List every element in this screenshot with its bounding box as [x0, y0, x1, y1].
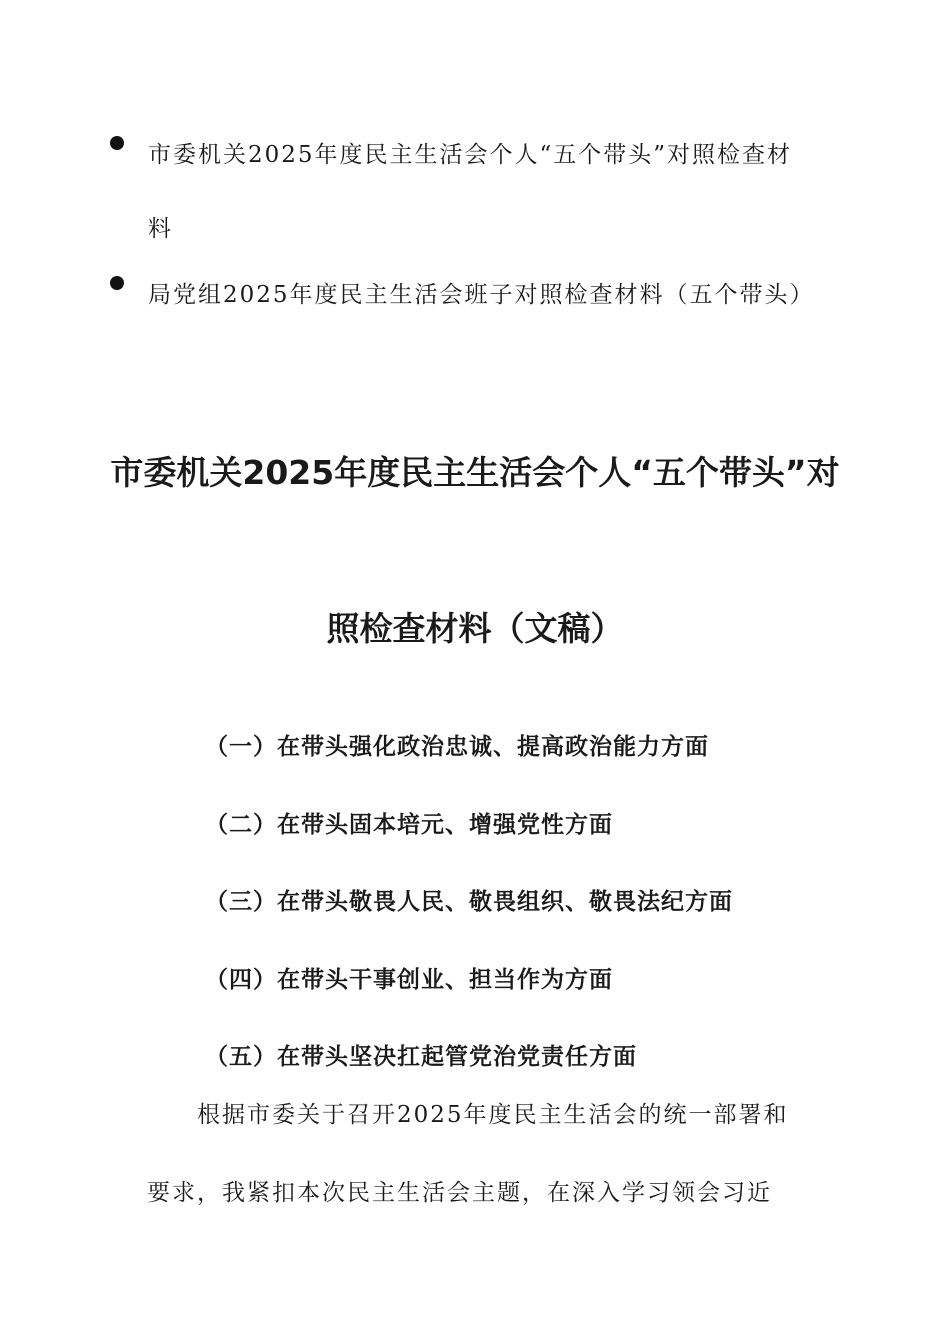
bullet-dot-icon: [110, 136, 124, 150]
list-item-text: 市委机关2025年度民主生活会个人“五个带头”对照检查材料: [148, 142, 793, 242]
list-item-text: 局党组2025年度民主生活会班子对照检查材料（五个带头）: [148, 282, 815, 308]
section-heading: （一）在带头强化政治忠诚、提高政治能力方面: [205, 733, 709, 760]
body-paragraph: 根据市委关于召开2025年度民主生活会的统一部署和要求，我紧扣本次民主生活会主题，在深入学习领会习近: [147, 1102, 789, 1206]
section-heading: （五）在带头坚决扛起管党治党责任方面: [205, 1043, 637, 1070]
section-heading: （四）在带头干事创业、担当作为方面: [205, 965, 613, 993]
section-heading: （二）在带头固本培元、增强党性方面: [205, 810, 613, 838]
section-headings: [205, 708, 733, 1096]
bullet-dot-icon: [110, 276, 124, 290]
related-documents-list: [110, 118, 815, 324]
list-item[interactable]: [110, 258, 815, 332]
section-heading: （三）在带头敬畏人民、敬畏组织、敬畏法纪方面: [205, 888, 733, 915]
document-title: 市委机关2025年度民主生活会个人“五个带头”对照检查材料（文稿）: [110, 453, 840, 648]
list-item[interactable]: [110, 118, 810, 266]
